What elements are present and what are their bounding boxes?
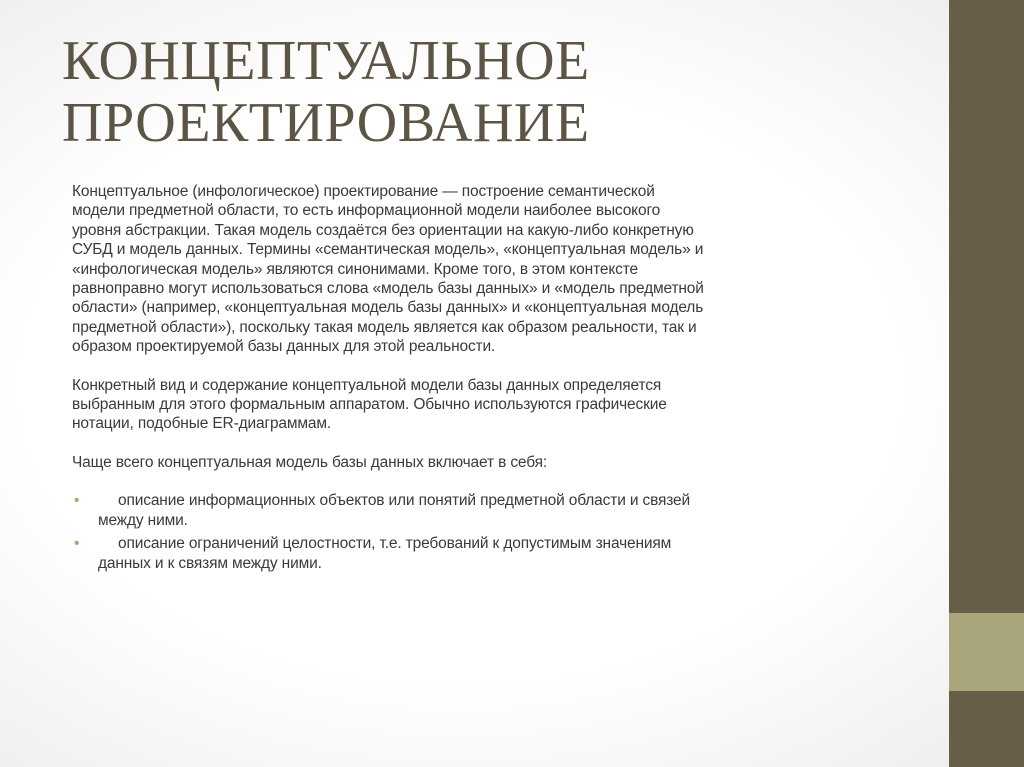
text-line: образом проектируемой базы данных для этой реальности. bbox=[72, 338, 496, 356]
text-line: Чаще всего концептуальная модель базы данных включает в себя: bbox=[72, 453, 548, 471]
text-line: Концептуальное (инфологическое) проектирование — построение семантической bbox=[72, 183, 655, 200]
text-line: между ними. bbox=[98, 511, 188, 529]
text-line: модели предметной области, то есть информационной модели наиболее высокого bbox=[72, 202, 661, 220]
text-line: Конкретный вид и содержание концептуальной модели базы данных определяется bbox=[72, 376, 662, 394]
title-line: ПРОЕКТИРОВАНИЕ bbox=[62, 92, 590, 154]
text-line: «инфологическая модель» являются синонимами. Кроме того, в этом контексте bbox=[72, 260, 638, 278]
bullet-item bbox=[72, 534, 932, 573]
bullet-icon: • bbox=[74, 535, 80, 553]
text-line: описание информационных объектов или понятий предметной области и связей bbox=[118, 492, 691, 510]
slide-body bbox=[72, 182, 932, 573]
decorative-accent-band bbox=[949, 613, 1024, 691]
paragraph-includes bbox=[72, 453, 932, 472]
text-line: выбранным для этого формальным аппаратом. Обычно используются графические bbox=[72, 396, 667, 414]
text-line: нотации, подобные ER-диаграммам. bbox=[72, 415, 332, 433]
text-line: области» (например, «концептуальная модель базы данных» и «концептуальная модель bbox=[72, 299, 704, 317]
text-line: уровня абстракции. Такая модель создаётся без ориентации на какую-либо конкретную bbox=[72, 221, 694, 239]
text-line: предметной области»), поскольку такая модель является как образом реальности, так и bbox=[72, 318, 697, 336]
text-line: данных и к связям между ними. bbox=[98, 554, 322, 572]
bullet-item bbox=[72, 491, 932, 530]
text-line: равноправно могут использоваться слова «модель базы данных» и «модель предметной bbox=[72, 280, 704, 298]
text-line: СУБД и модель данных. Термины «семантическая модель», «концептуальная модель» и bbox=[72, 241, 704, 259]
bullet-icon: • bbox=[74, 492, 80, 510]
paragraph-notation bbox=[72, 376, 932, 434]
text-line: описание ограничений целостности, т.е. требований к допустимым значениям bbox=[118, 535, 672, 553]
paragraph-definition bbox=[72, 182, 932, 357]
slide-title bbox=[62, 30, 590, 154]
title-line: КОНЦЕПТУАЛЬНОЕ bbox=[62, 30, 590, 92]
